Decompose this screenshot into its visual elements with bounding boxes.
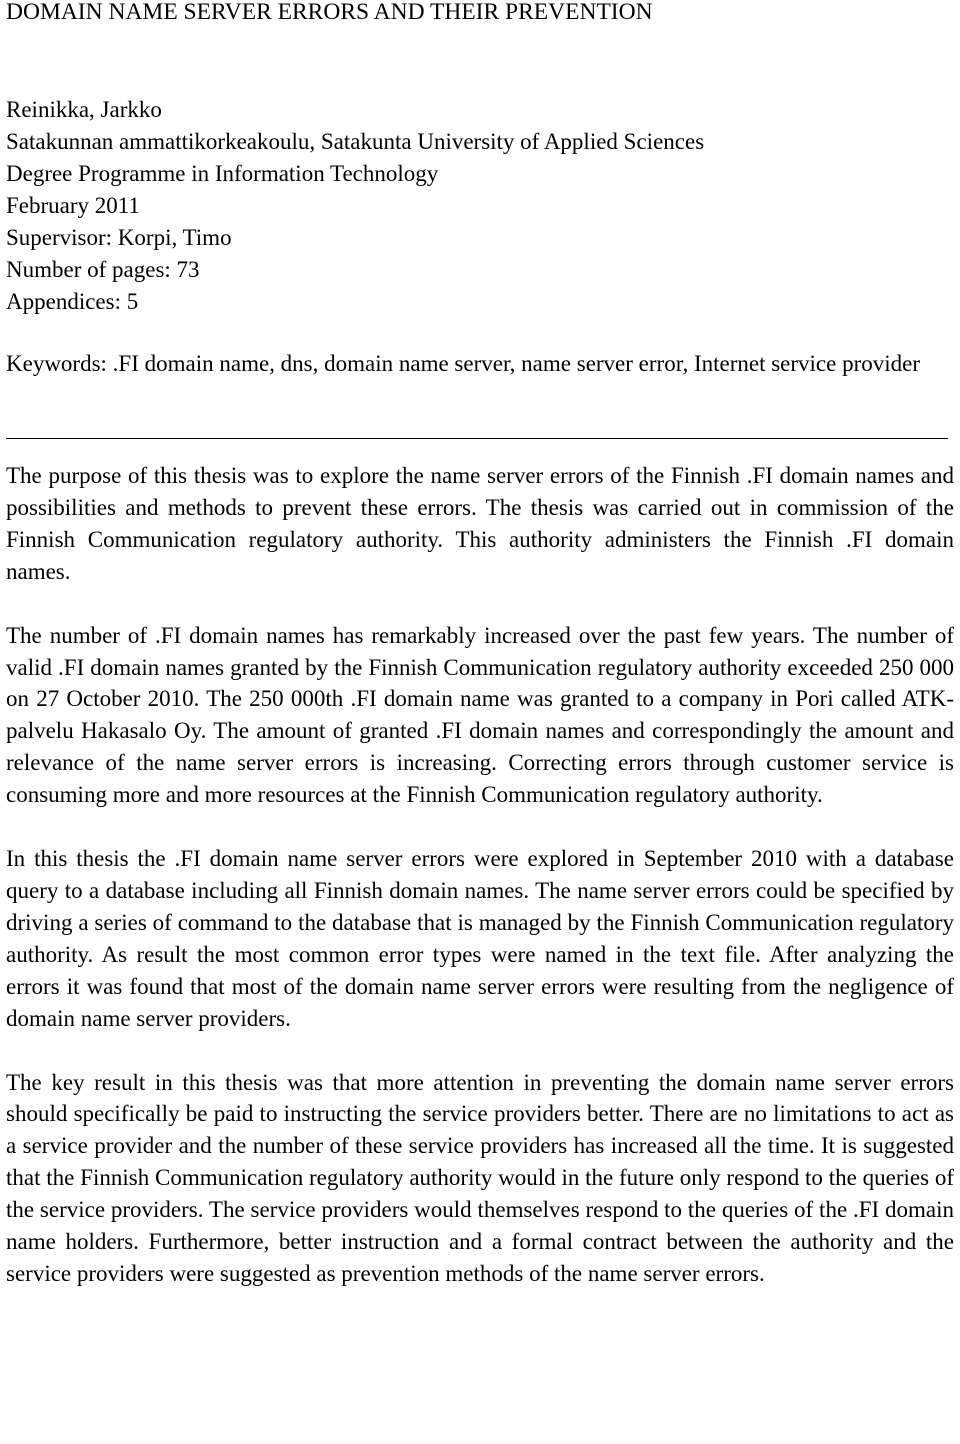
meta-institution: Satakunnan ammattikorkeakoulu, Satakunta University of Applied Sciences: [6, 129, 705, 154]
abstract-paragraph: In this thesis the .FI domain name server errors were explored in September 2010 with a database query to a database including all Finnish domain names. The name server errors could be specified by driving a series of command to the database that is managed by the Finnish Communication regulatory authority. As result the most common error types were named in the text file. After analyzing the errors it was found that most of the domain name server errors were resulting from the negligence of domain name server providers.: [6, 846, 954, 1031]
meta-page-count: Number of pages: 73: [6, 257, 200, 282]
meta-date: February 2011: [6, 193, 140, 218]
thesis-metadata: [6, 94, 704, 318]
abstract-paragraph: The purpose of this thesis was to explore the name server errors of the Finnish .FI domain names and possibilities and methods to prevent these errors. The thesis was carried out in commission of the Finnish Communication regulatory authority. This authority administers the Finnish .FI domain names.: [6, 463, 954, 584]
abstract-paragraph: The number of .FI domain names has remarkably increased over the past few years. The number of valid .FI domain names granted by the Finnish Communication regulatory authority exceeded 250 000 on 27 October 2010. The 250 000th .FI domain name was granted to a company in Pori called ATK-palvelu Hakasalo Oy. The amount of granted .FI domain names and correspondingly the amount and relevance of the name server errors is increasing. Correcting errors through customer service is consuming more and more resources at the Finnish Communication regulatory authority.: [6, 622, 954, 808]
section-divider: [6, 438, 948, 439]
meta-appendices: Appendices: 5: [6, 289, 139, 314]
abstract: [6, 460, 954, 1322]
document-title: DOMAIN NAME SERVER ERRORS AND THEIR PREVENTION: [6, 0, 653, 25]
meta-programme: Degree Programme in Information Technology: [6, 161, 439, 186]
meta-supervisor: Supervisor: Korpi, Timo: [6, 225, 232, 250]
keywords: Keywords: .FI domain name, dns, domain name server, name server error, Internet service provider: [6, 351, 921, 376]
meta-author: Reinikka, Jarkko: [6, 97, 162, 122]
abstract-paragraph: The key result in this thesis was that more attention in preventing the domain name server errors should specifically be paid to instructing the service providers better. There are no limitations to act as a service provider and the number of these service providers has increased all the time. It is suggested that the Finnish Communication regulatory authority would in the future only respond to the queries of the service providers. The service providers would themselves respond to the queries of the .FI domain name holders. Furthermore, better instruction and a formal contract between the authority and the service providers were suggested as prevention methods of the name server errors.: [6, 1069, 954, 1286]
